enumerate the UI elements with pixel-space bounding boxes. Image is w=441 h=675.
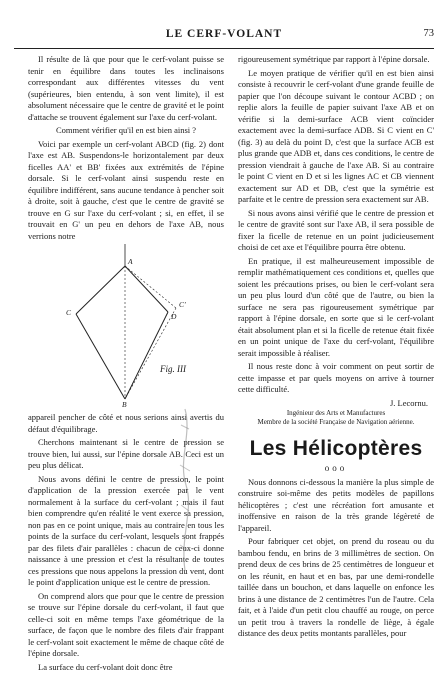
figure-caption: Fig. III [160,364,186,374]
author-role: Ingénieur des Arts et Manufactures [286,408,386,417]
paragraph: Si nous avons ainsi vérifié que le centre de pression et le centre de gravité sont sur l'axe AB, il sera possible de fixer la ficelle de retenue en un point judicieusement choisi de cet axe et l'équilibre pourra être obtenu. [238,207,434,252]
paragraph: appareil pencher de côté et nous serions ainsi avertis du défaut d'équilibrage. [28,412,224,434]
paragraph: En pratique, il est malheureusement impossible de remplir mathématiquement ces conditions et, quelles que soient les précautions prises, ou bien le cerf-volant sera un peu plus lourd d'un côté que de l'autre, ou bien la surface ne sera pas rigoureusement symétrique par rapport à l'épine dorsale, en sorte que si le cerf-volant était absolument plan et si la ficelle de retenue était fixée en un point unique de l'axe du cerf-volant, l'équilibre serait impossible à réaliser. [238,255,434,358]
page-header [14,26,434,49]
stamp-mark [172,405,198,575]
paragraph: La surface du cerf-volant doit donc être [38,661,173,672]
kite-diagram [28,244,224,409]
kite-edge-cb [76,314,125,399]
label-b: B [122,400,127,409]
paragraph: Nous avons défini le centre de pression, le point d'application de la pression exercée par le vent normalement à la surface du cerf-volant ; mais il faut bien comprendre qu'en réalité le vent exerce sa pression, non pas en ce point unique, mais au contraire en tous les points de la surface du cerf-volant, lesquels sont frappés par des filets d'air parallèles : chacun de ceux-ci donne naissance à une pression et c'est la résultante de toutes ces pressions que nous appelons la pression du vent, dont le point d'application unique est le centre de pression. [28,473,224,587]
label-c: C [66,308,72,317]
label-c-prime: C' [179,300,186,309]
kite-edge-ac [76,266,125,314]
paragraph: rigoureusement symétrique par rapport à l'épine dorsale. [238,54,430,64]
paragraph: Le moyen pratique de vérifier qu'il en est bien ainsi consiste à recouvrir le cerf-volant d'une grande feuille de papier que l'on découpe suivant le contour ACBD ; on replie alors la feuille de papier suivant l'axe AB et on vérifie si la demi-surface ACB vient coïncider exactement avec la demi-surface ADB. Si C vient en C' (fig. 3) au delà du point D, c'est que la surface ACB est plus grande que ADB et, dans ces conditions, le centre de pression viendrait à gauche de l'axe AB. Si au contraire le point C vient en D et si les lignes AC et CB viennent exactement sur AD et DB, c'est que la symétrie est parfaite et le centre de pression sera exactement sur AB. [238,67,434,204]
kite-edge-db [125,312,168,399]
paragraph: Nous donnons ci-dessous la manière la plus simple de construire soi-même des petits modèles de papillons hélicoptères ; c'est une récréation fort amusante et inoffensive en raison de la très grande légèreté de l'appareil. [238,476,434,533]
article-title: Les Hélicoptères [249,436,423,460]
paragraph: Il résulte de là que pour que le cerf-volant puisse se tenir en équilibre dans toutes les inclinaisons correspondant aux différentes vitesses du vent (supérieures, bien entendu, à son vent limite), il est absolument nécessaire que le centre de gravité et le point d'attache se trouvent également sur l'axe du cerf-volant. [28,54,224,122]
folded-edge-c-prime-b [125,308,176,399]
kite-figure [28,244,224,409]
label-d: D [171,312,177,321]
running-title: LE CERF-VOLANT [165,28,283,40]
author-signature: J. Lecornu. [389,397,428,408]
paragraph: Pour fabriquer cet objet, on prend du roseau ou du bambou fendu, en brins de 3 millimètres de section. On prend deux de ces brins de 25 centimètres de longueur et on les réunit, en haut et en bas, par une demi-rondelle taillée dans un bouchon, et dans laquelle on enfonce les brins à une distance de 2 centimètres l'un de l'autre. Cela fait, et à l'aide d'un petit clou chauffé au rouge, on perce un petit trou à travers la rondelle de liège, à égale distance des deux petits montants parallèles, pour [238,536,434,638]
paragraph: Comment vérifier qu'il en est bien ainsi ? [55,125,197,135]
right-column [238,54,434,642]
left-column [28,54,224,675]
label-a: A [128,257,133,266]
kite-edge-ad [125,266,168,312]
page-number: 73 [423,28,434,39]
title-ornament: ooo [324,462,348,473]
library-stamp [172,405,198,575]
paragraph: Voici par exemple un cerf-volant ABCD (fig. 2) dont l'axe est AB. Suspendons-le horizontalement par deux ficelles AA' et BB' fixées aux extrémités de l'épine dorsale. Si le cerf-volant ainsi suspendu reste en équilibre indifférent, sans aucune tendance à pencher soit à droite, soit à gauche, c'est que le centre de gravité se trouve en G sur l'axe du cerf-volant ; si, en effet, il se trouvait en G' un peu en dehors de l'axe AB, nous verrions notre [28,138,224,241]
paragraph: Il nous reste donc à voir comment on peut sortir de cette impasse et par quels moyens on arrive à tourner cette difficulté. [238,361,434,394]
paragraph: Cherchons maintenant si le centre de pression se trouve bien, lui aussi, sur l'épine dorsale AB. Ceci est un peu plus délicat. [28,437,224,470]
author-affiliation: Membre de la société Française de Navigation aérienne. [257,417,415,426]
paragraph: On comprend alors que pour que le centre de pression se trouve sur l'épine dorsale du cerf-volant, il faut que celle-ci soit en même temps l'axe géométrique de la surface, de façon que le nombre des filets d'air frappant le cerf-volant soit exactement le même de chaque côté de l'épine dorsale. [28,590,224,658]
folded-edge-ac-prime [125,266,176,308]
